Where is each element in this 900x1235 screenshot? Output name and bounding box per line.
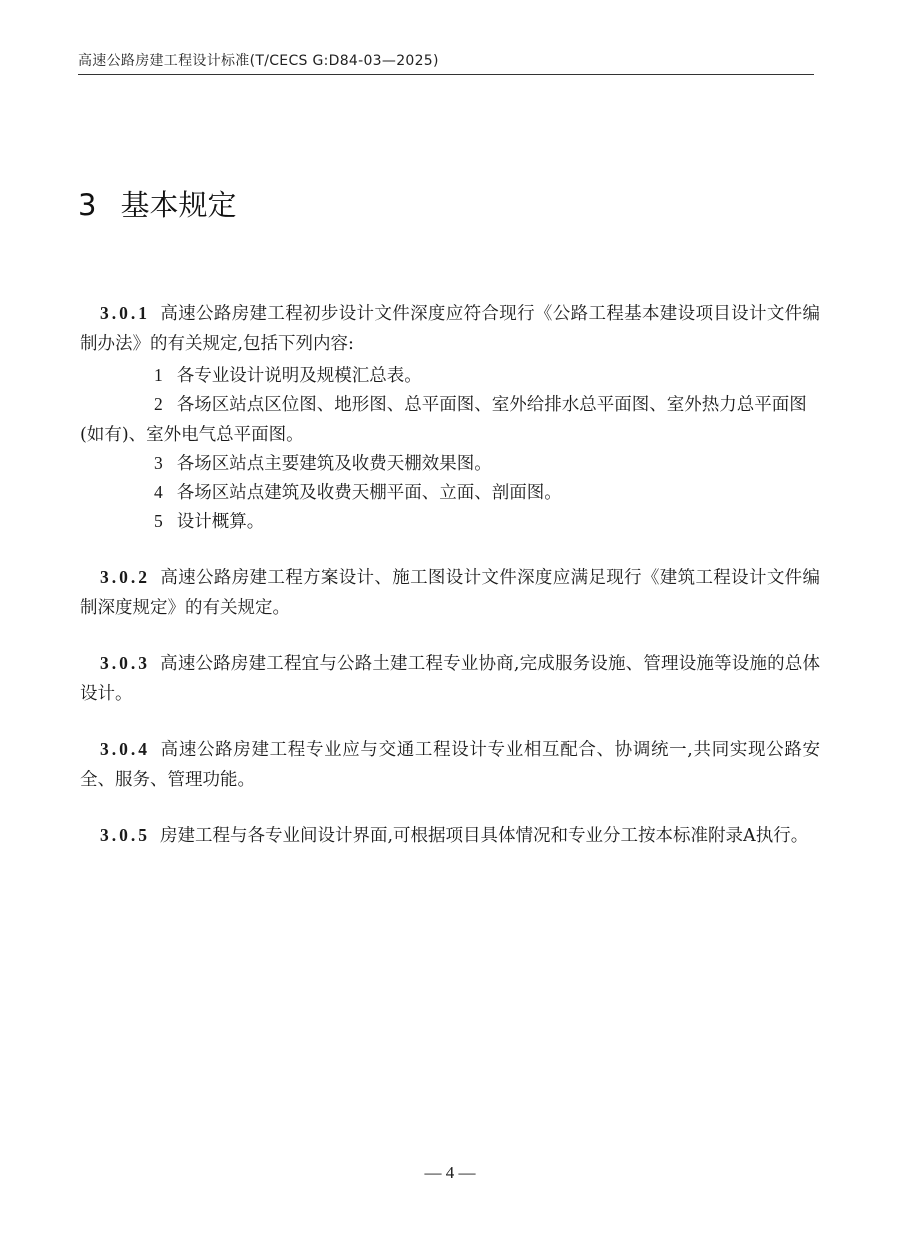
chapter-title bbox=[78, 183, 236, 224]
clause-number: 3.0.5 bbox=[100, 825, 150, 845]
chapter-title-text: 基本规定 bbox=[120, 188, 237, 222]
clause-number: 3.0.1 bbox=[100, 303, 150, 323]
clause-number: 3.0.4 bbox=[100, 739, 150, 759]
list-item-text: 各专业设计说明及规模汇总表。 bbox=[176, 366, 422, 386]
list-item-number: 2 bbox=[154, 394, 163, 414]
clause-3-0-3 bbox=[80, 648, 820, 709]
list-item-number: 4 bbox=[154, 482, 163, 502]
header-rule bbox=[78, 74, 814, 75]
list-item-text: 各场区站点主要建筑及收费天棚效果图。 bbox=[176, 454, 492, 474]
chapter-number: 3 bbox=[78, 188, 97, 222]
clause-text: 房建工程与各专业间设计界面,可根据项目具体情况和专业分工按本标准附录A执行。 bbox=[160, 826, 809, 846]
list-item-text: 设计概算。 bbox=[176, 512, 265, 532]
list-item-number: 5 bbox=[154, 511, 163, 531]
clause-text: 高速公路房建工程初步设计文件深度应符合现行《公路工程基本建设项目设计文件编制办法》的有关规定,包括下列内容: bbox=[80, 304, 820, 354]
list-item-text: 各场区站点建筑及收费天棚平面、立面、剖面图。 bbox=[176, 483, 562, 503]
list-item bbox=[80, 389, 820, 450]
list-item bbox=[80, 506, 820, 537]
list-item bbox=[80, 448, 820, 479]
clause-text: 高速公路房建工程方案设计、施工图设计文件深度应满足现行《建筑工程设计文件编制深度规定》的有关规定。 bbox=[80, 568, 820, 618]
list-item bbox=[80, 360, 820, 391]
running-header: 高速公路房建工程设计标准(T/CECS G:D84-03—2025) bbox=[78, 53, 439, 69]
list-item bbox=[80, 477, 820, 508]
clause-3-0-1 bbox=[80, 298, 820, 359]
page-number: — 4 — bbox=[424, 1163, 476, 1182]
clause-3-0-2 bbox=[80, 562, 820, 623]
clause-3-0-4 bbox=[80, 734, 820, 795]
list-item-number: 1 bbox=[154, 365, 163, 385]
list-item-number: 3 bbox=[154, 453, 163, 473]
clause-text: 高速公路房建工程宜与公路土建工程专业协商,完成服务设施、管理设施等设施的总体设计。 bbox=[80, 654, 820, 704]
clause-number: 3.0.3 bbox=[100, 653, 150, 673]
clause-text: 高速公路房建工程专业应与交通工程设计专业相互配合、协调统一,共同实现公路安全、服务、管理功能。 bbox=[80, 740, 820, 790]
clause-3-0-5 bbox=[80, 820, 820, 851]
clause-number: 3.0.2 bbox=[100, 567, 150, 587]
list-item-text: 各场区站点区位图、地形图、总平面图、室外给排水总平面图、室外热力总平面图(如有)、室外电气总平面图。 bbox=[80, 395, 807, 445]
